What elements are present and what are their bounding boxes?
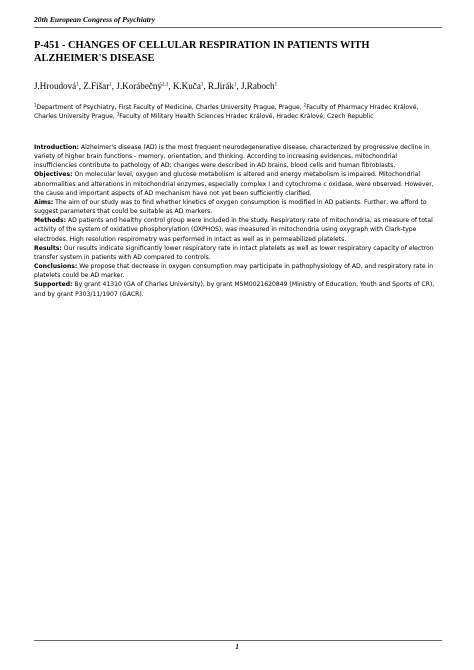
author-name: J.Hroudová xyxy=(34,81,77,91)
affiliation-text: Faculty of Pharmacy Hradec Králové, Charles University Prague, xyxy=(34,104,419,121)
author-separator: , xyxy=(203,81,208,91)
section-text: AD patients and healthy control group were included in the study. Respiratory rate of mitochondria, as measure of total activity of the system of oxidative phosphorylation (OXPHOS), was measured in mitochondria using oxygraph with Clark-type electrodes. High resolution respirometry was performed in intact as well as in permeabilized platelets. xyxy=(34,217,433,243)
author-name: Z.Fišar xyxy=(83,81,110,91)
abstract-objectives xyxy=(34,170,442,197)
affiliation-mark: 1 xyxy=(34,102,37,108)
author-separator: , xyxy=(168,81,173,91)
author-separator: , xyxy=(78,81,84,91)
section-label: Introduction: xyxy=(34,144,79,151)
author-affiliation-mark: 1 xyxy=(274,82,278,88)
author-separator: , xyxy=(236,81,241,91)
abstract-results xyxy=(34,244,442,262)
section-text: We propose that decrease in oxygen consumption may participate in pathophysiology of AD, and respiratory rate in platelets could be AD marker. xyxy=(34,263,434,280)
author-separator: , xyxy=(111,81,117,91)
affiliation-text: Faculty of Military Health Sciences Hradec Králové, Hradec Králové, Czech Republic xyxy=(119,113,374,121)
author-list xyxy=(34,81,442,91)
author xyxy=(83,81,116,91)
author-name: K.Kuča xyxy=(172,81,201,91)
author-name: J.Korábečný xyxy=(116,81,163,91)
author xyxy=(34,81,83,91)
abstract-supported xyxy=(34,280,442,298)
author-name: J.Raboch xyxy=(240,81,275,91)
author xyxy=(208,81,241,91)
author-affiliation-mark: 1 xyxy=(233,82,237,88)
section-label: Methods: xyxy=(34,217,67,225)
affiliations xyxy=(34,103,442,121)
abstract-conclusions xyxy=(34,262,442,280)
author-affiliation-mark: 2,3 xyxy=(162,82,169,88)
section-label: Objectives: xyxy=(34,171,73,179)
author xyxy=(116,81,173,91)
author xyxy=(173,81,208,91)
author-name: R.Jirák xyxy=(207,81,234,91)
author-affiliation-mark: 1 xyxy=(76,82,79,88)
paper-title: P-451 - CHANGES OF CELLULAR RESPIRATION IN PATIENTS WITH ALZHEIMER'S DISEASE xyxy=(34,40,370,64)
section-label: Supported: xyxy=(34,281,73,289)
abstract-methods xyxy=(34,216,442,243)
section-text: By grant 41310 (GA of Charles University), by grant MSM0021620849 (Ministry of Education, Youth and Sports of CR), and by grant P303/11/1907 (GACR). xyxy=(34,281,435,298)
abstract-body xyxy=(34,143,442,299)
author-affiliation-mark: 1 xyxy=(109,82,112,88)
footer-divider xyxy=(34,640,442,641)
page-number: 1 xyxy=(235,643,239,651)
affiliation-text: Department of Psychiatry, First Faculty of Medicine, Charles University Prague, Prague, xyxy=(36,104,304,111)
section-label: Aims: xyxy=(34,198,54,206)
header-divider xyxy=(34,27,442,28)
section-text: The aim of our study was to find whether kinetics of oxygen consumption is modified in AD patients. Further, we afford to suggest parameters that could be suitable as AD markers. xyxy=(34,198,427,216)
section-text: On molecular level, oxygen and glucose metabolism is altered and energy metabolism is impaired. Mitochondrial abnormalities and alterations in mitochondrial enzymes, especially complex I and cytochrome c oxidase, were observed. However, the cause and important aspects of AD mechanism have not yet been sufficiently clarified. xyxy=(34,171,434,197)
abstract-introduction xyxy=(34,143,442,170)
section-text: Our results indicate significantly lower respiratory rate in intact platelets as well as lower respiratory capacity of electron transfer system in patients with AD compared to controls. xyxy=(34,244,434,261)
affiliation-mark: 2 xyxy=(303,102,307,108)
section-label: Conclusions: xyxy=(34,263,78,271)
author xyxy=(241,81,277,91)
section-text: Alzheimer's disease (AD) is the most frequent neurodegenerative disease, characterized by progressive decline in variety of higher brain functions - memory, orientation, and thinking. According to increasing evidences, mitochondrial insufficiencies contribute to pathology of AD; changes were described in AD brains, blood cells and human fibroblasts. xyxy=(34,144,430,170)
section-label: Results: xyxy=(34,244,62,252)
running-header: 20th European Congress of Psychiatry xyxy=(34,15,156,24)
abstract-aims xyxy=(34,198,442,216)
affiliation-mark: 3 xyxy=(116,111,120,117)
author-affiliation-mark: 3 xyxy=(200,82,204,88)
